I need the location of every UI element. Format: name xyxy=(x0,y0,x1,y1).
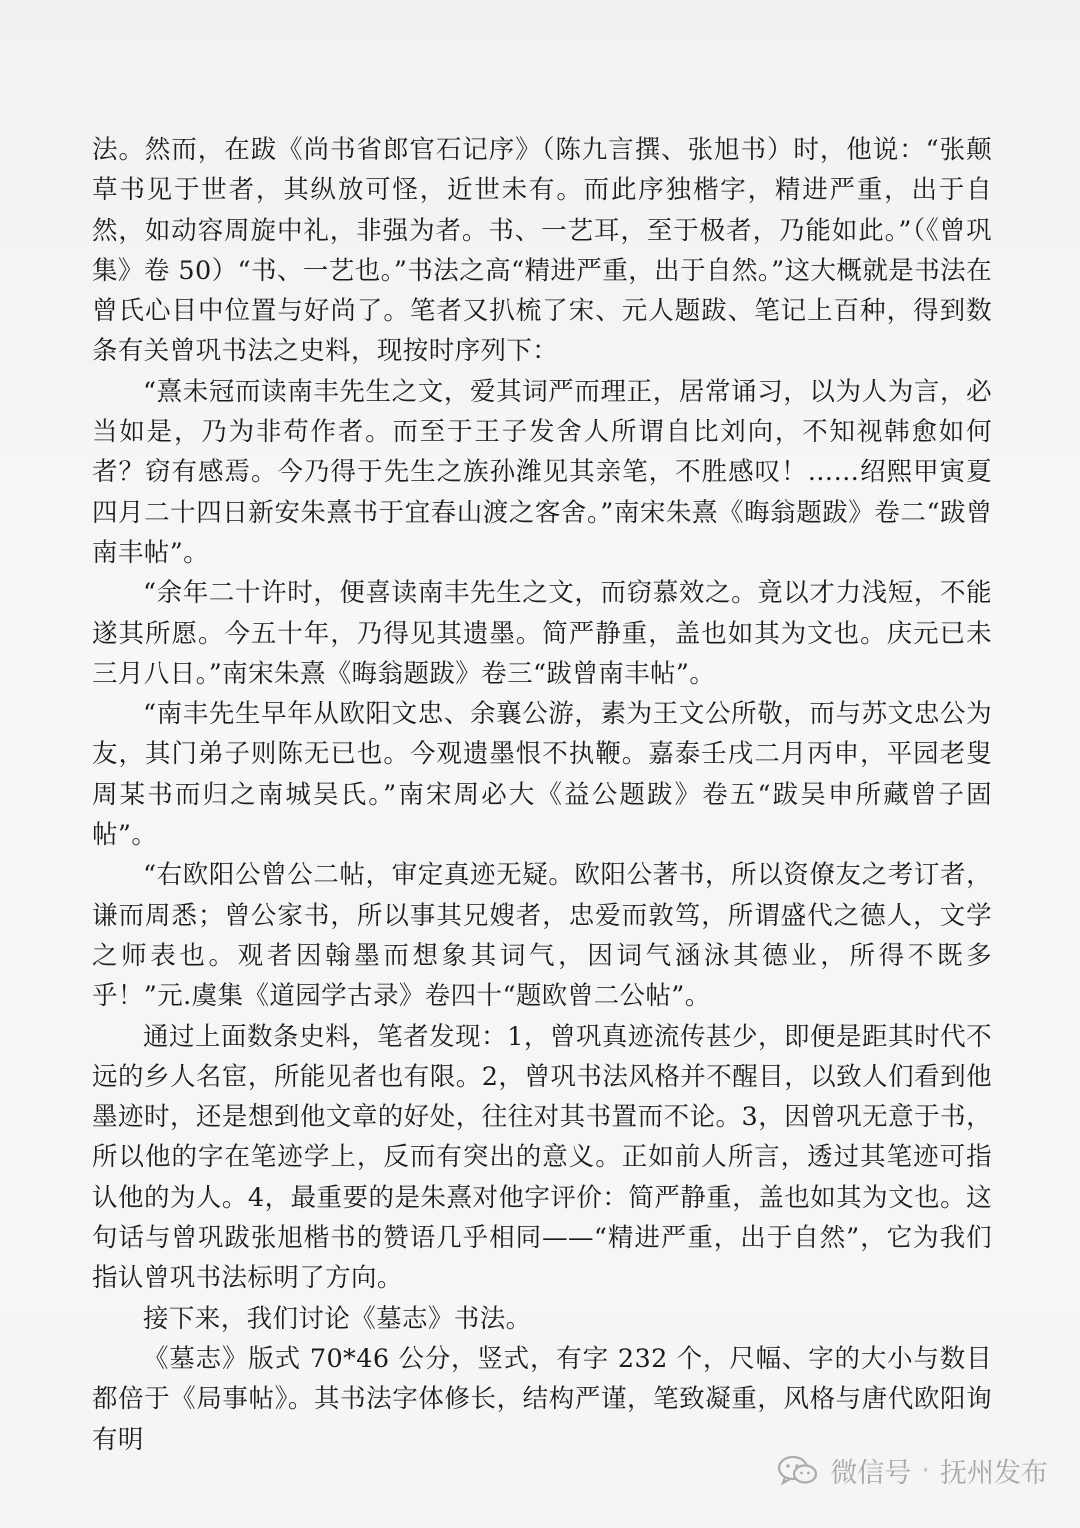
paragraph-1: 法。然而，在跋《尚书省郎官石记序》（陈九言撰、张旭书）时，他说：“张颠草书见于世者，其纵放可怪，近世未有。而此序独楷字，精进严重，出于自然，如动容周旋中礼，非强为者。书、一艺耳，至于极者，乃能如此。”（《曾巩集》卷 50）“书、一艺也。”书法之高“精进严重，出于自然。”这大概就是书法在曾氏心目中位置与好尚了。笔者又扒梳了宋、元人题跋、笔记上百种，得到数条有关曾巩书法之史料，现按时序列下： xyxy=(92,135,992,367)
paragraph-7: 接下来，我们讨论《墓志》书法。 xyxy=(143,1303,532,1334)
watermark-platform: 微信号 xyxy=(830,1458,912,1489)
wechat-icon xyxy=(776,1453,820,1489)
paragraph-5: “右欧阳公曾公二帖，审定真迹无疑。欧阳公著书，所以资僚友之考订者，谦而周悉；曾公家书，所以事其兄嫂者，忠爱而敦笃，所谓盛代之德人，文学之师表也。观者因翰墨而想象其词气，因词气涵泳其德业，所得不既多乎！”元.虞集《道园学古录》卷四十“题欧曾二公帖”。 xyxy=(92,860,992,1012)
paragraph-6: 通过上面数条史料，笔者发现：1，曾巩真迹流传甚少，即便是距其时代不远的乡人名宦，所能见者也有限。2，曾巩书法风格并不醒目，以致人们看到他墨迹时，还是想到他文章的好处，往往对其书置而不论。3，因曾巩无意于书，所以他的字在笔迹学上，反而有突出的意义。正如前人所言，透过其笔迹可指认他的为人。4，最重要的是朱熹对他字评价：简严静重，盖也如其为文也。这句话与曾巩跋张旭楷书的赞语几乎相同——“精进严重，出于自然”，它为我们指认曾巩书法标明了方向。 xyxy=(92,1021,992,1294)
paragraph-3: “余年二十许时，便喜读南丰先生之文，而窃慕效之。竟以才力浅短，不能遂其所愿。今五十年，乃得见其遗墨。简严静重，盖也如其为文也。庆元已未三月八日。”南宋朱熹《晦翁题跋》卷三“跋曾南丰帖”。 xyxy=(92,578,992,689)
paragraph-4: “南丰先生早年从欧阳文忠、余襄公游，素为王文公所敬，而与苏文忠公为友，其门弟子则陈无已也。今观遗墨恨不执鞭。嘉泰壬戌二月丙申，平园老叟周某书而归之南城吴氏。”南宋周必大《益公题跋》卷五“跋吴申所藏曾子固帖”。 xyxy=(92,699,992,851)
wechat-watermark xyxy=(776,1451,1048,1490)
article-body xyxy=(92,130,992,1460)
paragraph-2: “熹未冠而读南丰先生之文，爱其词严而理正，居常诵习，以为人为言，必当如是，乃为非苟作者。而至于王子发舍人所谓自比刘向，不知视韩愈如何者？窃有感焉。今乃得于先生之族孙潍见其亲笔，不胜感叹！……绍熙甲寅夏四月二十四日新安朱熹书于宜春山渡之客舍。”南宋朱熹《晦翁题跋》卷二“跋曾南丰帖”。 xyxy=(92,376,992,568)
watermark-separator: · xyxy=(921,1455,930,1486)
paragraph-8: 《墓志》版式 70*46 公分，竖式，有字 232 个，尺幅、字的大小与数目都倍于《局事帖》。其书法字体修长，结构严谨，笔致凝重，风格与唐代欧阳询有明 xyxy=(92,1343,992,1455)
watermark-account: 抚州发布 xyxy=(940,1458,1048,1489)
